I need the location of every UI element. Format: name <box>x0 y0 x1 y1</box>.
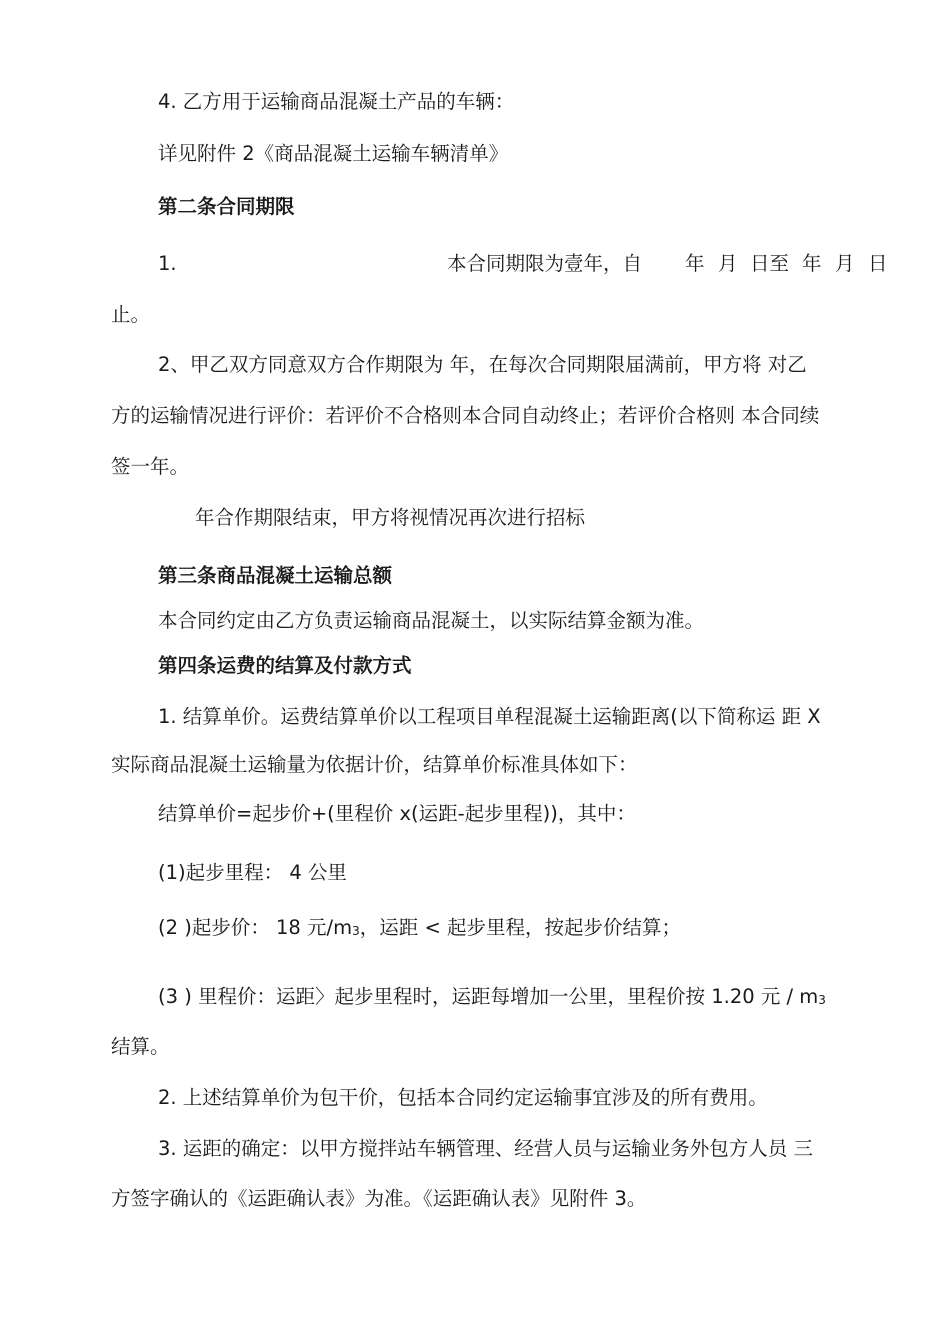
article-2-clause-2-line-3: 签一年。 <box>111 455 190 478</box>
article-2-heading: 第二条合同期限 <box>158 195 295 218</box>
starting-mileage-item: (1)起步里程： 4 公里 <box>158 861 347 884</box>
starting-price-rule: ，运距 < 起步里程，按起步价结算； <box>359 916 681 939</box>
vehicle-clause: 4. 乙方用于运输商品混凝土产品的车辆： <box>158 90 515 113</box>
article-4-clause-2: 2. 上述结算单价为包干价，包括本合同约定运输事宜涉及的所有费用。 <box>158 1086 768 1109</box>
article-2-clause-2-line-2: 方的运输情况进行评价：若评价不合格则本合同自动终止；若评价合格则 本合同续 <box>111 404 820 427</box>
article-2-clause-1-number: 1. <box>158 252 177 275</box>
start-day-label: 日至 <box>750 252 790 275</box>
article-2-clause-2-line-1: 2、甲乙双方同意双方合作期限为 年，在每次合同期限届满前，甲方将 对乙 <box>158 353 807 376</box>
article-2-clause-1-end: 止。 <box>111 303 151 326</box>
end-month-label: 月 <box>835 252 855 275</box>
starting-price-item <box>158 914 681 945</box>
mileage-price-item-end: 结算。 <box>111 1035 170 1058</box>
settlement-formula: 结算单价=起步价+(里程价 x(运距-起步里程))，其中： <box>158 802 636 825</box>
article-2-clause-1-text: 本合同期限为壹年，自 <box>447 252 643 275</box>
mileage-price-text: (3 ) 里程价：运距〉起步里程时，运距每增加一公里，里程价按 1.20 元 / m <box>158 985 819 1008</box>
article-3-heading: 第三条商品混凝土运输总额 <box>158 564 393 587</box>
article-4-clause-3-line-2: 方签字确认的《运距确认表》为准。《运距确认表》见附件 3。 <box>111 1187 647 1210</box>
article-3-text: 本合同约定由乙方负责运输商品混凝土，以实际结算金额为准。 <box>158 609 705 632</box>
cubic-unit-superscript: 3 <box>818 993 826 1007</box>
article-4-heading: 第四条运费的结算及付款方式 <box>158 654 412 677</box>
end-year-label: 年 <box>802 252 822 275</box>
cubic-unit-superscript: 3 <box>352 924 360 938</box>
vehicle-attachment-ref: 详见附件 2《商品混凝土运输车辆清单》 <box>158 142 509 165</box>
mileage-price-item <box>158 983 826 1014</box>
start-month-label: 月 <box>718 252 738 275</box>
article-4-clause-3-line-1: 3. 运距的确定：以甲方搅拌站车辆管理、经营人员与运输业务外包方人员 三 <box>158 1137 814 1160</box>
article-2-clause-3: 年合作期限结束，甲方将视情况再次进行招标 <box>195 506 586 529</box>
start-year-label: 年 <box>685 252 705 275</box>
starting-price-text: (2 )起步价： 18 元/m <box>158 916 353 939</box>
article-4-clause-1-line-1: 1. 结算单价。运费结算单价以工程项目单程混凝土运输距离(以下简称运 距 X <box>158 705 821 728</box>
article-4-clause-1-line-2: 实际商品混凝土运输量为依据计价，结算单价标准具体如下： <box>111 753 638 776</box>
end-day-label: 日 <box>868 252 888 275</box>
